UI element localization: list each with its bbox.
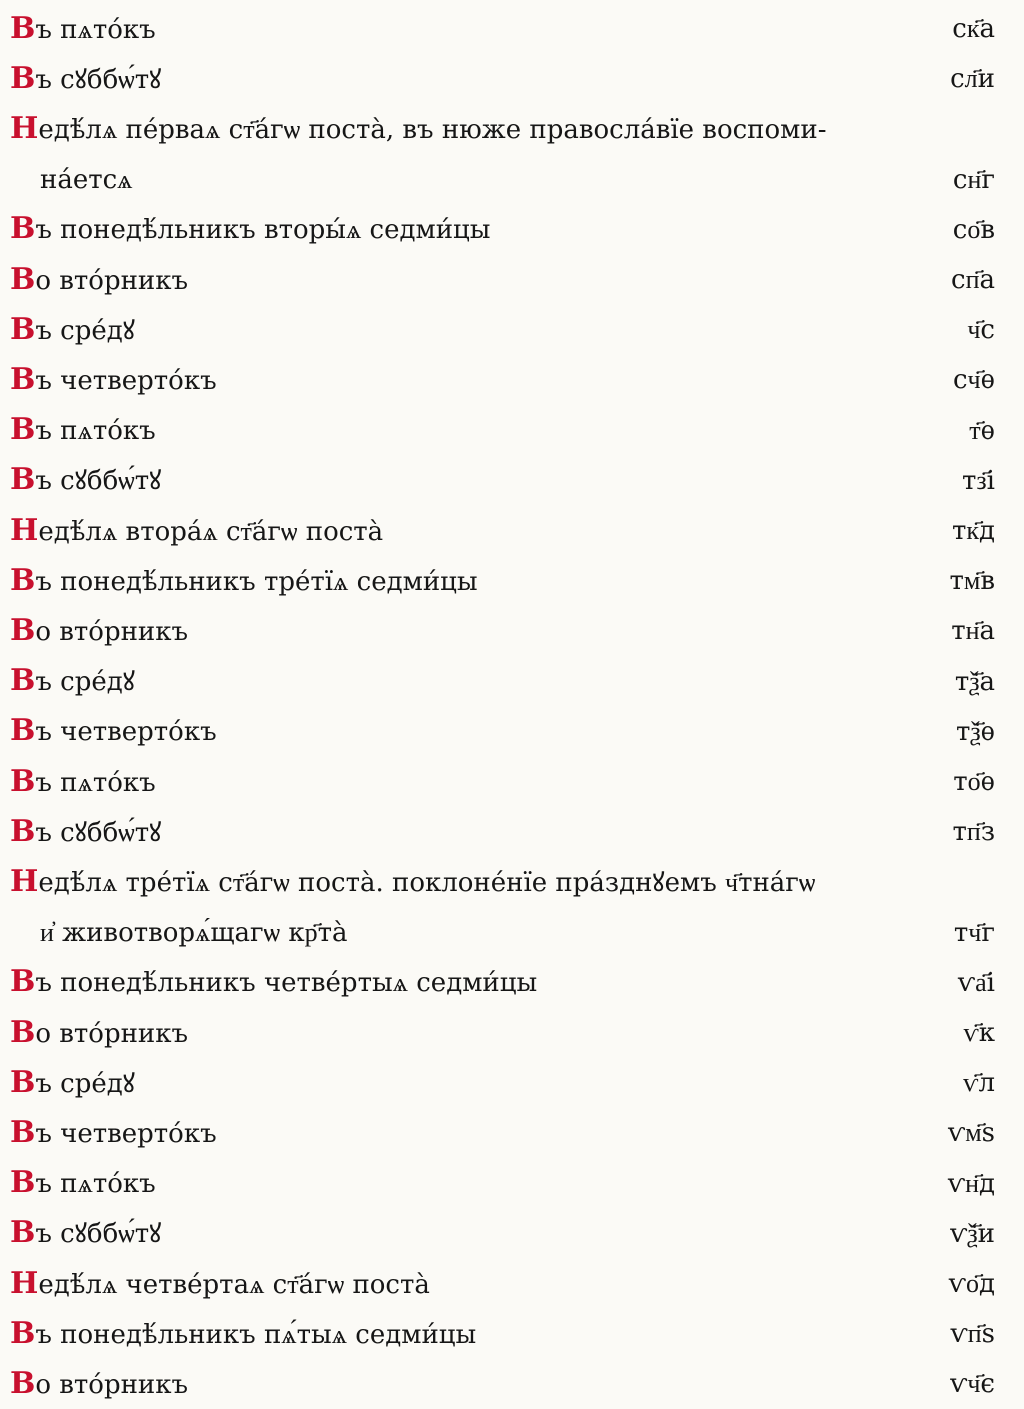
red-initial: В	[10, 766, 36, 798]
toc-entry-text: едѣ́лѧ четве́ртаѧ ст҃а́гѡ поста̀	[38, 1269, 430, 1300]
toc-entry-title	[10, 1218, 161, 1249]
toc-entry[interactable]	[10, 4, 995, 54]
page-number: ѵ҃к	[963, 1018, 995, 1048]
page-number: сл҃и	[950, 64, 995, 95]
toc-entry[interactable]	[10, 707, 995, 757]
red-initial: Н	[10, 113, 39, 145]
red-initial: В	[10, 1067, 36, 1099]
page-number: ѵѯ҃и	[949, 1218, 995, 1249]
toc-entry-title	[10, 365, 217, 396]
toc-entry[interactable]	[10, 355, 995, 405]
dot-leader	[194, 265, 945, 295]
red-initial: В	[10, 1017, 36, 1049]
toc-entry-title	[10, 566, 478, 597]
red-initial: В	[10, 415, 36, 447]
toc-entry-title	[10, 1319, 476, 1350]
dot-leader	[223, 1118, 942, 1148]
toc-entry[interactable]	[10, 757, 995, 807]
dot-leader	[167, 1219, 943, 1249]
red-initial: В	[10, 615, 36, 647]
red-initial: В	[10, 816, 36, 848]
toc-entry-text: ъ четверто́къ	[35, 365, 217, 396]
page-number: тѯ҃а	[954, 666, 995, 697]
toc-entry-text: ъ сꙋббѡ́тꙋ	[35, 466, 162, 497]
toc-entry-title	[10, 64, 161, 95]
red-initial: В	[10, 264, 36, 296]
toc-entry-title	[40, 165, 133, 195]
page-number: ѵп҃ѕ	[950, 1319, 995, 1350]
toc-entry-text: ъ пѧто́къ	[35, 767, 156, 798]
red-initial: В	[10, 565, 36, 597]
dot-leader	[484, 566, 944, 596]
page-number: то҃ѳ	[953, 767, 995, 797]
red-initial: В	[10, 1117, 36, 1149]
toc-entry-title	[10, 14, 156, 45]
page-number: ѵ҃л	[963, 1068, 995, 1099]
toc-entry-text: ъ четверто́къ	[35, 717, 217, 748]
toc-entry[interactable]	[10, 606, 995, 656]
dot-leader	[141, 315, 945, 345]
toc-entry[interactable]	[10, 1108, 995, 1158]
red-initial: В	[10, 1318, 36, 1350]
toc-entry[interactable]	[10, 1309, 995, 1359]
page-number: тм҃в	[949, 566, 995, 597]
toc-entry-title	[10, 214, 490, 245]
toc-entry-text: ъ сре́дꙋ	[35, 315, 135, 346]
red-initial: В	[10, 465, 36, 497]
toc-entry-title	[10, 817, 161, 848]
toc-entry-title	[10, 867, 995, 898]
dot-leader	[354, 918, 945, 948]
toc-entry[interactable]	[10, 1359, 995, 1409]
dot-leader	[167, 817, 945, 847]
dot-leader	[194, 1369, 944, 1399]
toc-entry[interactable]	[10, 1058, 995, 1108]
toc-entry[interactable]	[10, 255, 995, 305]
toc-entry-title	[10, 315, 135, 346]
toc-entry[interactable]	[10, 857, 995, 907]
toc-entry[interactable]	[10, 54, 995, 104]
dot-leader	[223, 717, 945, 747]
red-initial: В	[10, 1168, 36, 1200]
red-initial: В	[10, 13, 36, 45]
toc-entry[interactable]	[40, 908, 995, 958]
page-number: ѵм҃ѕ	[947, 1118, 995, 1149]
toc-entry-text: о вто́рникъ	[35, 1018, 189, 1049]
page-number: ск҃а	[952, 14, 995, 44]
page-number: ѵч҃є	[949, 1369, 995, 1400]
page-number: тн҃а	[951, 616, 995, 647]
page-number: тѯ҃ѳ	[955, 716, 995, 747]
toc-entry-text: о вто́рникъ	[35, 1369, 189, 1400]
toc-entry[interactable]	[10, 456, 995, 506]
dot-leader	[436, 1269, 942, 1299]
dot-leader	[141, 667, 945, 697]
toc-entry-title	[10, 616, 188, 647]
toc-entry-text: ъ сре́дꙋ	[35, 667, 135, 698]
page-number: со҃в	[952, 214, 995, 245]
dot-leader	[162, 767, 945, 797]
toc-entry[interactable]	[10, 205, 995, 255]
toc-entry-title	[10, 666, 135, 697]
red-initial: В	[10, 1218, 36, 1250]
toc-entry-text: ъ пѧто́къ	[35, 14, 156, 45]
toc-entry-text: ъ пѧто́къ	[35, 416, 156, 447]
dot-leader	[194, 1018, 945, 1048]
toc-entry[interactable]	[10, 556, 995, 606]
red-initial: В	[10, 314, 36, 346]
red-initial: В	[10, 364, 36, 396]
toc-entry-title	[10, 415, 156, 446]
red-initial: Н	[10, 1268, 39, 1300]
toc-entry-text: ъ понедѣ́льникъ вторы́ѧ седми́цы	[35, 215, 491, 246]
red-initial: В	[10, 666, 36, 698]
red-initial: В	[10, 967, 36, 999]
toc-entry-title	[10, 767, 156, 798]
page-number: сч҃ѳ	[953, 365, 995, 396]
page-number: сп҃а	[951, 265, 995, 295]
toc-entry-title	[10, 967, 537, 998]
toc-entry[interactable]	[10, 958, 995, 1008]
page-number: ч҃с	[967, 315, 995, 346]
dot-leader	[167, 466, 945, 496]
dot-leader	[141, 1068, 945, 1098]
red-initial: Н	[10, 866, 39, 898]
toc-entry[interactable]	[10, 104, 995, 154]
dot-leader	[162, 416, 945, 446]
dot-leader	[543, 968, 945, 998]
toc-entry[interactable]	[10, 506, 995, 556]
toc-entry[interactable]	[10, 406, 995, 456]
toc-entry-text: ъ понедѣ́льникъ тре́тїѧ седми́цы	[35, 566, 478, 597]
toc-entry-text: о вто́рникъ	[35, 616, 189, 647]
toc-entry-title	[40, 918, 348, 948]
toc-entry-title	[10, 1369, 188, 1400]
toc-entry-text: ъ понедѣ́льникъ четве́ртыѧ седми́цы	[35, 968, 538, 999]
toc-entry-title	[10, 114, 995, 145]
red-initial: Н	[10, 515, 39, 547]
red-initial: В	[10, 1368, 36, 1400]
dot-leader	[162, 14, 945, 44]
toc-entry-text: едѣ́лѧ пе́рваѧ ст҃а́гѡ поста̀, въ нюже правосла́вїе воспоми-	[38, 114, 827, 145]
dot-leader	[194, 616, 945, 646]
page-number: тп҃з	[952, 817, 995, 848]
toc-entry-text: ъ сꙋббѡ́тꙋ	[35, 64, 162, 95]
toc-entry-text: на́етсѧ	[40, 164, 133, 195]
toc-entry-text: ъ четверто́къ	[35, 1118, 217, 1149]
toc-entry-text: едѣ́лѧ втора́ѧ ст҃а́гѡ поста̀	[38, 516, 384, 547]
toc-entry[interactable]	[10, 1259, 995, 1309]
toc-entry-title	[10, 465, 161, 496]
toc-entry-title	[10, 1068, 135, 1099]
toc-entry-text: ъ сꙋббѡ́тꙋ	[35, 817, 162, 848]
page-number: ѵн҃д	[947, 1168, 995, 1199]
dot-leader	[162, 1169, 942, 1199]
toc-entry-text: ъ сре́дꙋ	[35, 1068, 135, 1099]
red-initial: В	[10, 63, 36, 95]
toc-entry-title	[10, 1269, 430, 1300]
dot-leader	[139, 165, 946, 195]
page-number: тз҃і	[962, 465, 995, 496]
toc-entry-title	[10, 1168, 156, 1199]
toc-entry[interactable]	[10, 1159, 995, 1209]
toc-entry[interactable]	[10, 1008, 995, 1058]
page-number: тк҃д	[951, 516, 995, 546]
toc-entry[interactable]	[10, 657, 995, 707]
toc-entry-title	[10, 1118, 217, 1149]
toc-entry-title	[10, 516, 383, 547]
toc-entry-text: ъ понедѣ́льникъ пѧ́тыѧ седми́цы	[35, 1319, 477, 1350]
toc-entry-text: ъ пѧто́къ	[35, 1169, 156, 1200]
toc-entry[interactable]	[10, 807, 995, 857]
page-number: т҃ѳ	[969, 415, 995, 446]
toc-entry-text: ъ сꙋббѡ́тꙋ	[35, 1219, 162, 1250]
toc-entry-text: и҆ животворѧ́щагѡ кр҃та̀	[40, 917, 348, 948]
page-number: тч҃г	[953, 917, 995, 948]
toc-entry[interactable]	[40, 155, 995, 205]
toc-entry[interactable]	[10, 305, 995, 355]
page-number: ѵа҃і	[957, 967, 995, 998]
red-initial: В	[10, 716, 36, 748]
page-number: сн҃г	[952, 164, 995, 195]
toc-entry[interactable]	[10, 1209, 995, 1259]
dot-leader	[223, 365, 945, 395]
dot-leader	[482, 1319, 944, 1349]
dot-leader	[167, 64, 944, 94]
dot-leader	[389, 516, 945, 546]
toc-entry-text: о вто́рникъ	[35, 265, 189, 296]
page-number: ѵо҃д	[948, 1269, 995, 1299]
dot-leader	[496, 215, 945, 245]
toc-entry-title	[10, 265, 188, 296]
red-initial: В	[10, 214, 36, 246]
toc-entry-title	[10, 1018, 188, 1049]
toc-entry-text: едѣ́лѧ тре́тїѧ ст҃а́гѡ поста̀. поклоне́нїе пра́зднꙋемъ ч҃тна́гѡ	[38, 867, 816, 898]
toc-entry-title	[10, 716, 217, 747]
